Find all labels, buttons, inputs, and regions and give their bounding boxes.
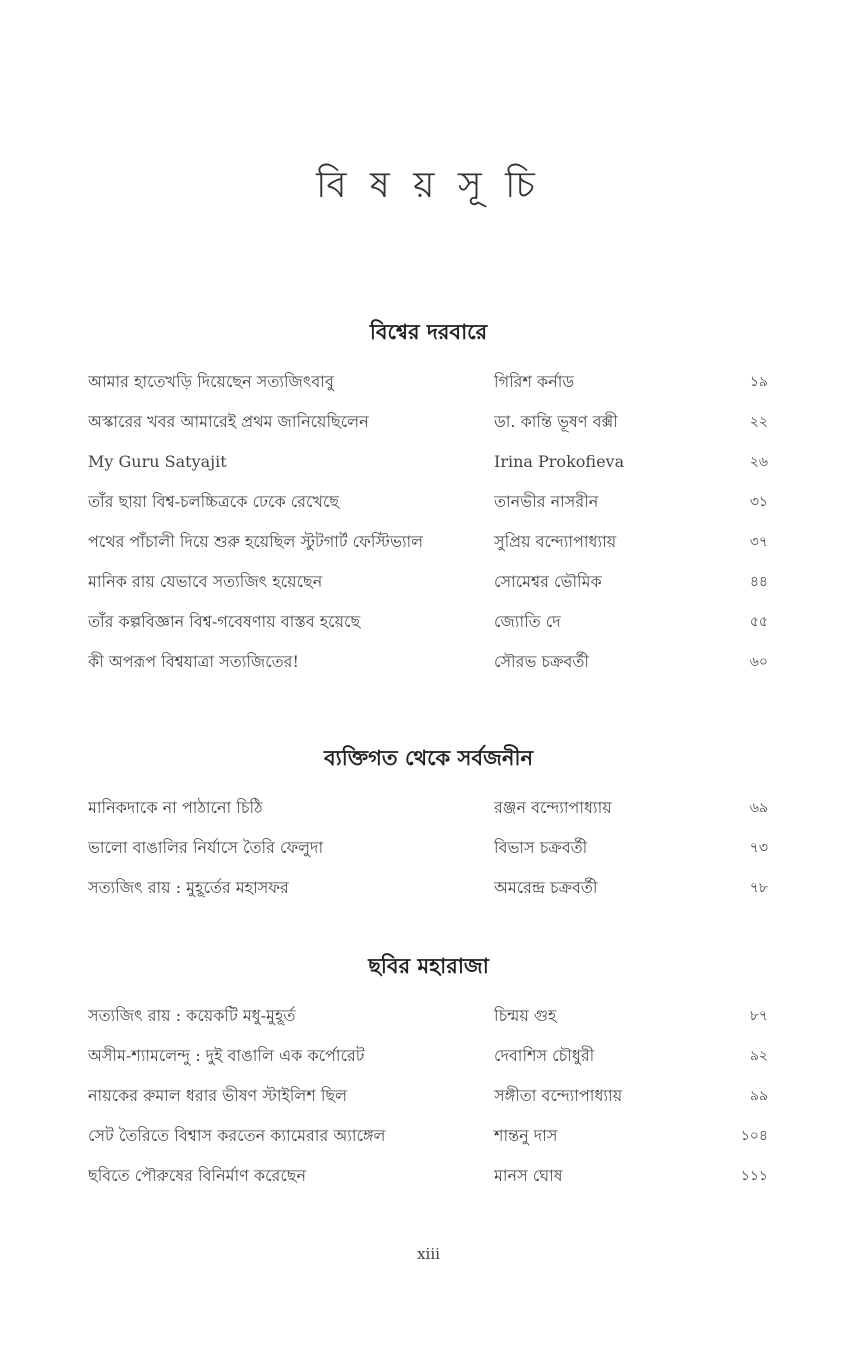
entry-title: My Guru Satyajit [88, 452, 227, 471]
entry-page: ১৯ [749, 374, 768, 390]
entry-author: সোমেশ্বর ভৌমিক [494, 572, 602, 591]
entry-author: ডা. কান্তি ভূষণ বক্সী [494, 412, 618, 431]
entry-page: ১১১ [740, 1168, 768, 1184]
entry-author: শান্তনু দাস [494, 1126, 558, 1145]
toc-entry[interactable] [88, 362, 768, 402]
page-title: বি ষ য় সূ চি [316, 165, 541, 206]
entry-page: ১০৪ [740, 1128, 768, 1144]
toc-entry[interactable] [88, 602, 768, 642]
entry-page: ৮৭ [749, 1008, 768, 1024]
toc-entry[interactable] [88, 482, 768, 522]
toc-entries [88, 996, 768, 1196]
entry-title: তাঁর ছায়া বিশ্ব-চলচ্চিত্রকে ঢেকে রেখেছে [88, 492, 340, 511]
entry-author: দেবাশিস চৌধুরী [494, 1046, 595, 1065]
entry-author: তানভীর নাসরীন [494, 492, 599, 511]
entry-title: অসীম-শ্যামলেন্দু : দুই বাঙালি এক কর্পোরেট [88, 1046, 365, 1065]
entry-author: গিরিশ কর্নাড [494, 372, 575, 391]
entry-page: ৩১ [749, 494, 768, 510]
entry-author: চিন্ময় গুহ [494, 1006, 557, 1025]
entry-page: ৬৯ [749, 800, 768, 816]
entry-title: ছবিতে পৌরুষের বিনির্মাণ করেছেন [88, 1166, 307, 1185]
entry-title: নায়কের রুমাল ধরার ভীষণ স্টাইলিশ ছিল [88, 1086, 348, 1105]
entry-page: ২৬ [749, 454, 768, 470]
section-heading: বিশ্বের দরবারে [369, 319, 488, 344]
toc-entry[interactable] [88, 828, 768, 868]
entry-author: সুপ্রিয় বন্দ্যোপাধ্যায় [494, 532, 617, 551]
entry-author: বিভাস চক্রবর্তী [494, 838, 588, 857]
entry-page: ৭৩ [749, 840, 768, 856]
entry-title: সেট তৈরিতে বিশ্বাস করতেন ক্যামেরার অ্যাঙ্গেল [88, 1126, 386, 1145]
entry-title: আমার হাতেখড়ি দিয়েছেন সত্যজিৎবাবু [88, 372, 334, 391]
section-bishwer-dorbare [88, 312, 768, 682]
entry-title: অস্কারের খবর আমারেই প্রথম জানিয়েছিলেন [88, 412, 369, 431]
entry-title: ভালো বাঙালির নির্যাসে তৈরি ফেলুদা [88, 838, 324, 857]
toc-entries [88, 362, 768, 682]
entry-title: মানিকদাকে না পাঠানো চিঠি [88, 798, 263, 817]
entry-page: ২২ [749, 414, 768, 430]
entry-author: জ্যোতি দে [494, 612, 561, 631]
toc-entry[interactable] [88, 522, 768, 562]
toc-entry[interactable] [88, 562, 768, 602]
toc-entry[interactable] [88, 642, 768, 682]
toc-entry[interactable] [88, 402, 768, 442]
entry-title: সত্যজিৎ রায় : কয়েকটি মধু-মুহূর্ত [88, 1006, 296, 1025]
toc-entry[interactable] [88, 788, 768, 828]
entry-title: সত্যজিৎ রায় : মুহূর্তের মহাসফর [88, 878, 289, 897]
section-heading: ছবির মহারাজা [368, 953, 489, 978]
entry-page: ৯৯ [749, 1088, 768, 1104]
page-number: xiii [417, 1245, 440, 1263]
section-heading: ব্যক্তিগত থেকে সর্বজনীন [323, 745, 533, 770]
entry-title: তাঁর কল্পবিজ্ঞান বিশ্ব-গবেষণায় বাস্তব হয়েছে [88, 612, 361, 631]
toc-entries [88, 788, 768, 908]
section-byaktigoto-theke-sarbajonin [88, 738, 768, 908]
entry-page: ৭৮ [749, 880, 768, 896]
entry-page: ৯২ [749, 1048, 768, 1064]
entry-page: ৩৭ [749, 534, 768, 550]
toc-entry[interactable] [88, 442, 768, 482]
entry-author: অমরেন্দ্র চক্রবর্তী [494, 878, 598, 897]
entry-title: মানিক রায় যেভাবে সত্যজিৎ হয়েছেন [88, 572, 323, 591]
entry-author: Irina Prokofieva [494, 452, 625, 471]
entry-author: সৌরভ চক্রবর্তী [494, 652, 589, 671]
entry-author: রঞ্জন বন্দ্যোপাধ্যায় [494, 798, 612, 817]
entry-title: কী অপরূপ বিশ্বযাত্রা সত্যজিতের! [88, 652, 299, 671]
entry-page: ৪৪ [749, 574, 768, 590]
entry-author: সঙ্গীতা বন্দ্যোপাধ্যায় [494, 1086, 623, 1105]
section-chobir-maharaja [88, 946, 768, 1196]
toc-entry[interactable] [88, 1156, 768, 1196]
toc-entry[interactable] [88, 1076, 768, 1116]
toc-entry[interactable] [88, 1116, 768, 1156]
entry-title: পথের পাঁচালী দিয়ে শুরু হয়েছিল স্টুটগার্ট ফেস্টিভ্যাল [88, 532, 424, 551]
toc-entry[interactable] [88, 1036, 768, 1076]
toc-entry[interactable] [88, 996, 768, 1036]
entry-page: ৫৫ [749, 614, 768, 630]
entry-author: মানস ঘোষ [494, 1166, 563, 1185]
entry-page: ৬০ [749, 654, 768, 670]
toc-entry[interactable] [88, 868, 768, 908]
